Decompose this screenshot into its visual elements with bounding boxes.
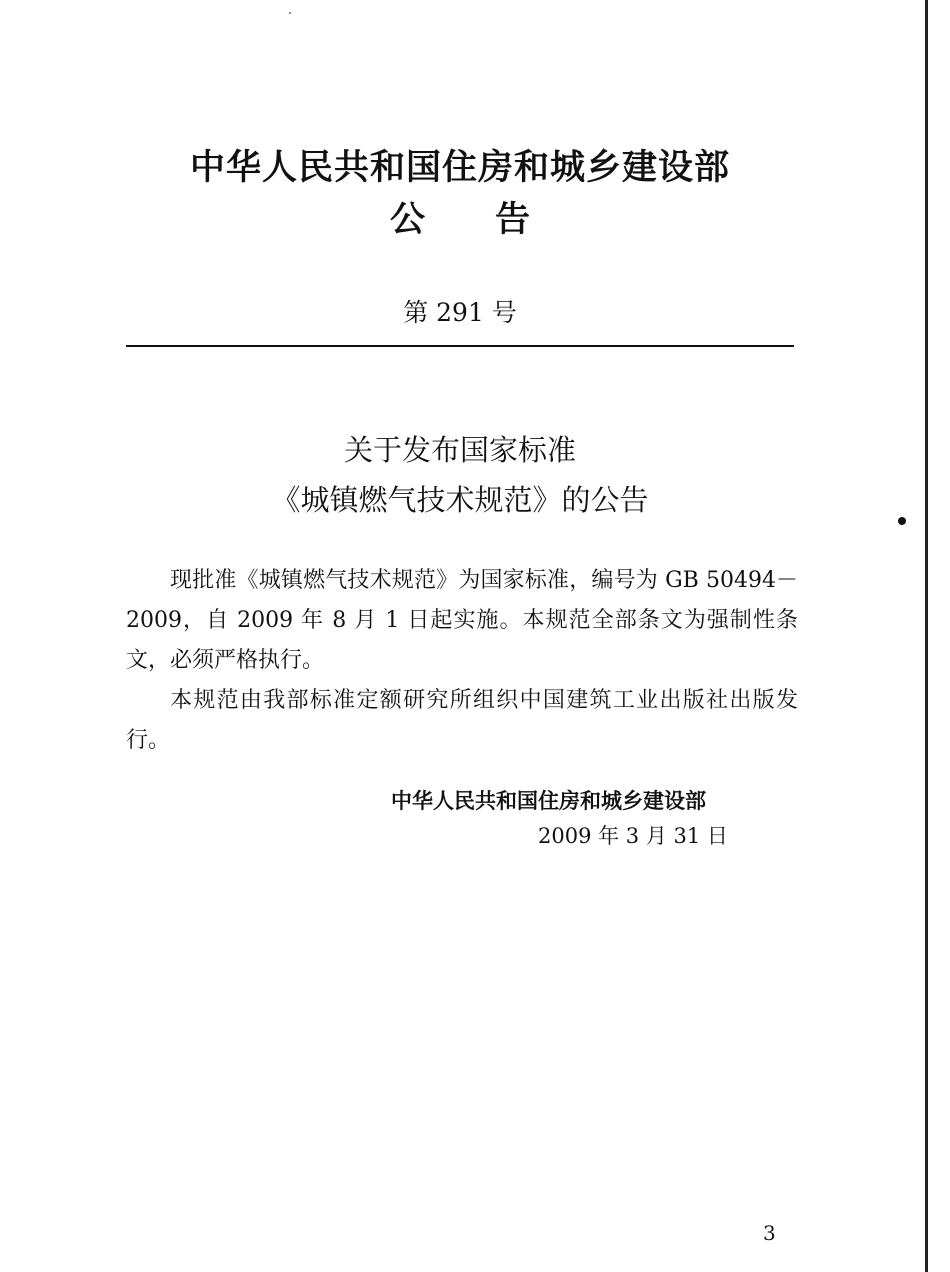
body-paragraph: 现批准《城镇燃气技术规范》为国家标准，编号为 GB 50494－2009，自 2009 年 8 月 1 日起实施。本规范全部条文为强制性条文，必须严格执行。 bbox=[126, 568, 798, 673]
notice-title-line-1: 关于发布国家标准 bbox=[343, 433, 576, 467]
signature-organization: 中华人民共和国住房和城乡建设部 bbox=[391, 789, 706, 813]
signature-date: 2009 年 3 月 31 日 bbox=[538, 824, 728, 848]
body-paragraph: 本规范由我部标准定额研究所组织中国建筑工业出版社出版发行。 bbox=[126, 688, 798, 753]
header-divider bbox=[126, 345, 794, 347]
page-number: 3 bbox=[763, 1221, 776, 1245]
notice-body bbox=[126, 561, 798, 761]
document-number: 第 291 号 bbox=[403, 298, 517, 327]
ministry-title: 中华人民共和国住房和城乡建设部 bbox=[189, 148, 730, 188]
announcement-heading: 公告 bbox=[389, 200, 600, 240]
page-edge-line bbox=[925, 0, 928, 1272]
notice-title-line-2: 《城镇燃气技术规范》的公告 bbox=[271, 483, 649, 517]
scan-speck bbox=[289, 12, 291, 14]
